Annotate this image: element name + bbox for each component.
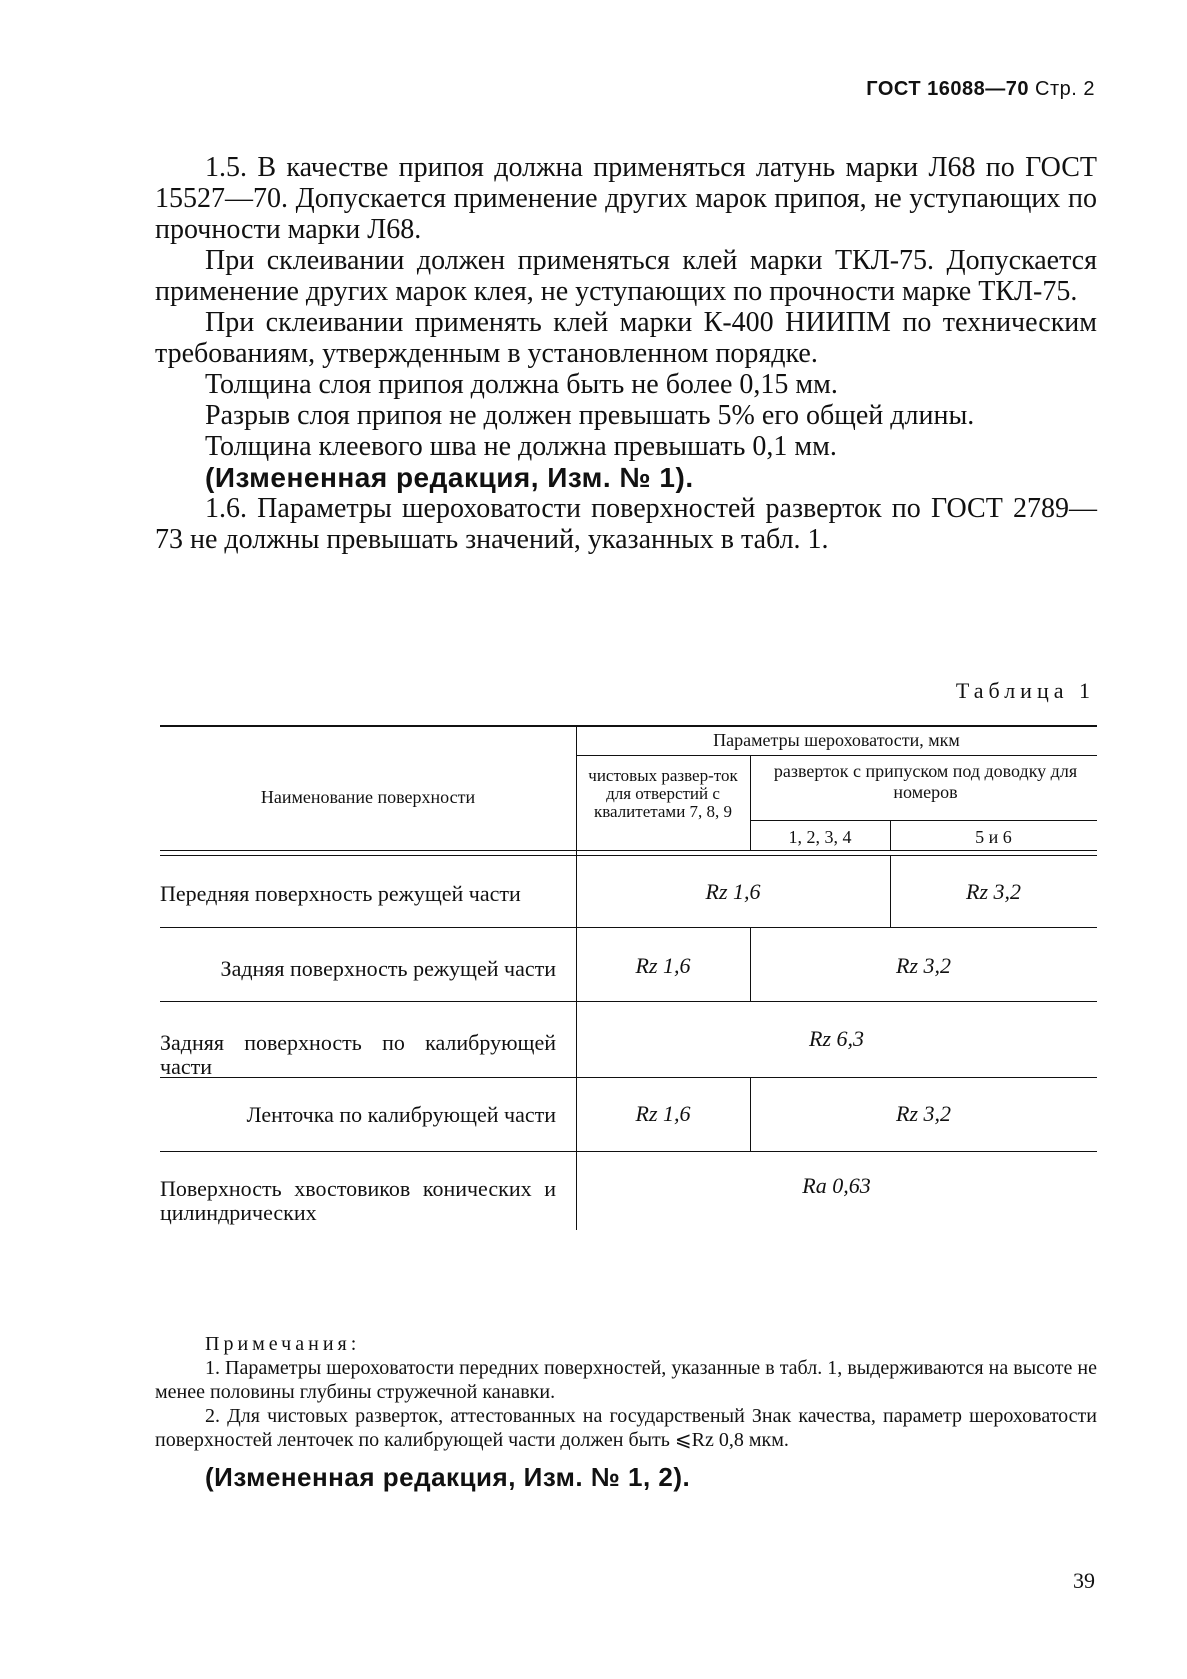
paragraph-k400: При склеивании применять клей марки К-400 НИИПМ по техническим требованиям, утвержденным в установленном порядке. [155,307,1097,369]
row-rule-1 [160,927,1097,928]
edition-note-2: (Измененная редакция, Изм. № 1, 2). [205,1462,691,1492]
paragraph-glue: При склеивании должен применяться клей марки ТКЛ-75. Допускается применение других марок клея, не уступающих по прочности марке ТКЛ-75. [155,245,1097,307]
value-row2-finish-text: Rz 1,6 [635,953,691,978]
paragraph-glue-seam: Толщина клеевого шва не должна превышать 0,1 мм. [205,431,837,462]
value-row1-finish [576,879,890,905]
row-label-4: Ленточка по калибрующей части [246,1102,556,1127]
row-rule-4 [160,1151,1097,1152]
table-head-rule [160,850,1097,851]
header-allowance-reamers: разверток с припуском под доводку для номеров [773,761,1078,802]
value-row4-allowance [750,1101,1097,1127]
notes-title: Примечания: [205,1333,361,1355]
value-row4-finish-text: Rz 1,6 [635,1101,691,1126]
header-params: Параметры шероховатости, мкм [713,730,960,750]
page-number: 39 [1073,1568,1095,1593]
table-head-rule-2 [160,855,1097,856]
row-label-3: Задняя поверхность по калибрующей части [160,1030,556,1079]
note-2: 2. Для чистовых разверток, аттестованных на государственый Знак качества, параметр шероховатости поверхностей ленточек по калибрующей части должен быть ⩽Rz 0,8 мкм. [155,1405,1097,1451]
value-row4-finish [576,1101,750,1127]
paragraph-solder-thickness: Толщина слоя припоя должна быть не более 0,15 мм. [205,369,838,400]
note-1: 1. Параметры шероховатости передних поверхностей, указанные в табл. 1, выдерживаются на высоте не менее половины глубины стружечной канавки. [155,1357,1097,1403]
notes [155,1332,1097,1452]
value-row4-allowance-text: Rz 3,2 [896,1101,951,1126]
header-finish-reamers: чистовых развер-ток для отверстий с квалитетами 7, 8, 9 [588,766,738,821]
header-numbers-1-4: 1, 2, 3, 4 [788,827,852,847]
value-row1-56-text: Rz 3,2 [966,879,1021,904]
gost-number: ГОСТ 16088—70 [866,78,1029,100]
page-header [866,78,1095,101]
params-rule [576,755,1097,756]
value-row5-text: Ra 0,63 [802,1173,871,1198]
paragraph-1-6: 1.6. Параметры шероховатости поверхностей разверток по ГОСТ 2789—73 не должны превышать значений, указанных в табл. 1. [155,493,1097,555]
paragraph-1-5: 1.5. В качестве припоя должна применяться латунь марки Л68 по ГОСТ 15527—70. Допускается применение других марок припоя, не уступающих по прочности марки Л68. [155,152,1097,245]
value-row2-allowance [750,953,1097,979]
header-surface-name: Наименование поверхности [260,787,476,807]
value-row3 [576,1026,1097,1052]
row-label-2: Задняя поверхность режущей части [220,956,556,981]
value-row2-allowance-text: Rz 3,2 [896,953,951,978]
header-numbers-5-6: 5 и 6 [975,827,1012,847]
value-row5 [576,1173,1097,1199]
value-row2-finish [576,953,750,979]
table-top-rule [160,725,1097,727]
edition-note-1: (Измененная редакция, Изм. № 1). [205,462,694,493]
numbers-rule [750,820,1097,821]
table-title: Таблица 1 [955,678,1095,703]
row-label-1: Передняя поверхность режущей части [160,881,521,906]
row-rule-2 [160,1001,1097,1002]
body-text [155,152,1097,555]
value-row1-finish-text: Rz 1,6 [705,879,761,904]
value-row1-56 [890,879,1097,905]
value-row3-text: Rz 6,3 [809,1026,864,1051]
paragraph-solder-gap: Разрыв слоя припоя не должен превышать 5% его общей длины. [205,400,975,431]
row-label-5: Поверхность хвостовиков конических и цилиндрических [160,1176,556,1225]
roughness-table [160,725,1097,1305]
page-label: Стр. 2 [1035,78,1095,100]
